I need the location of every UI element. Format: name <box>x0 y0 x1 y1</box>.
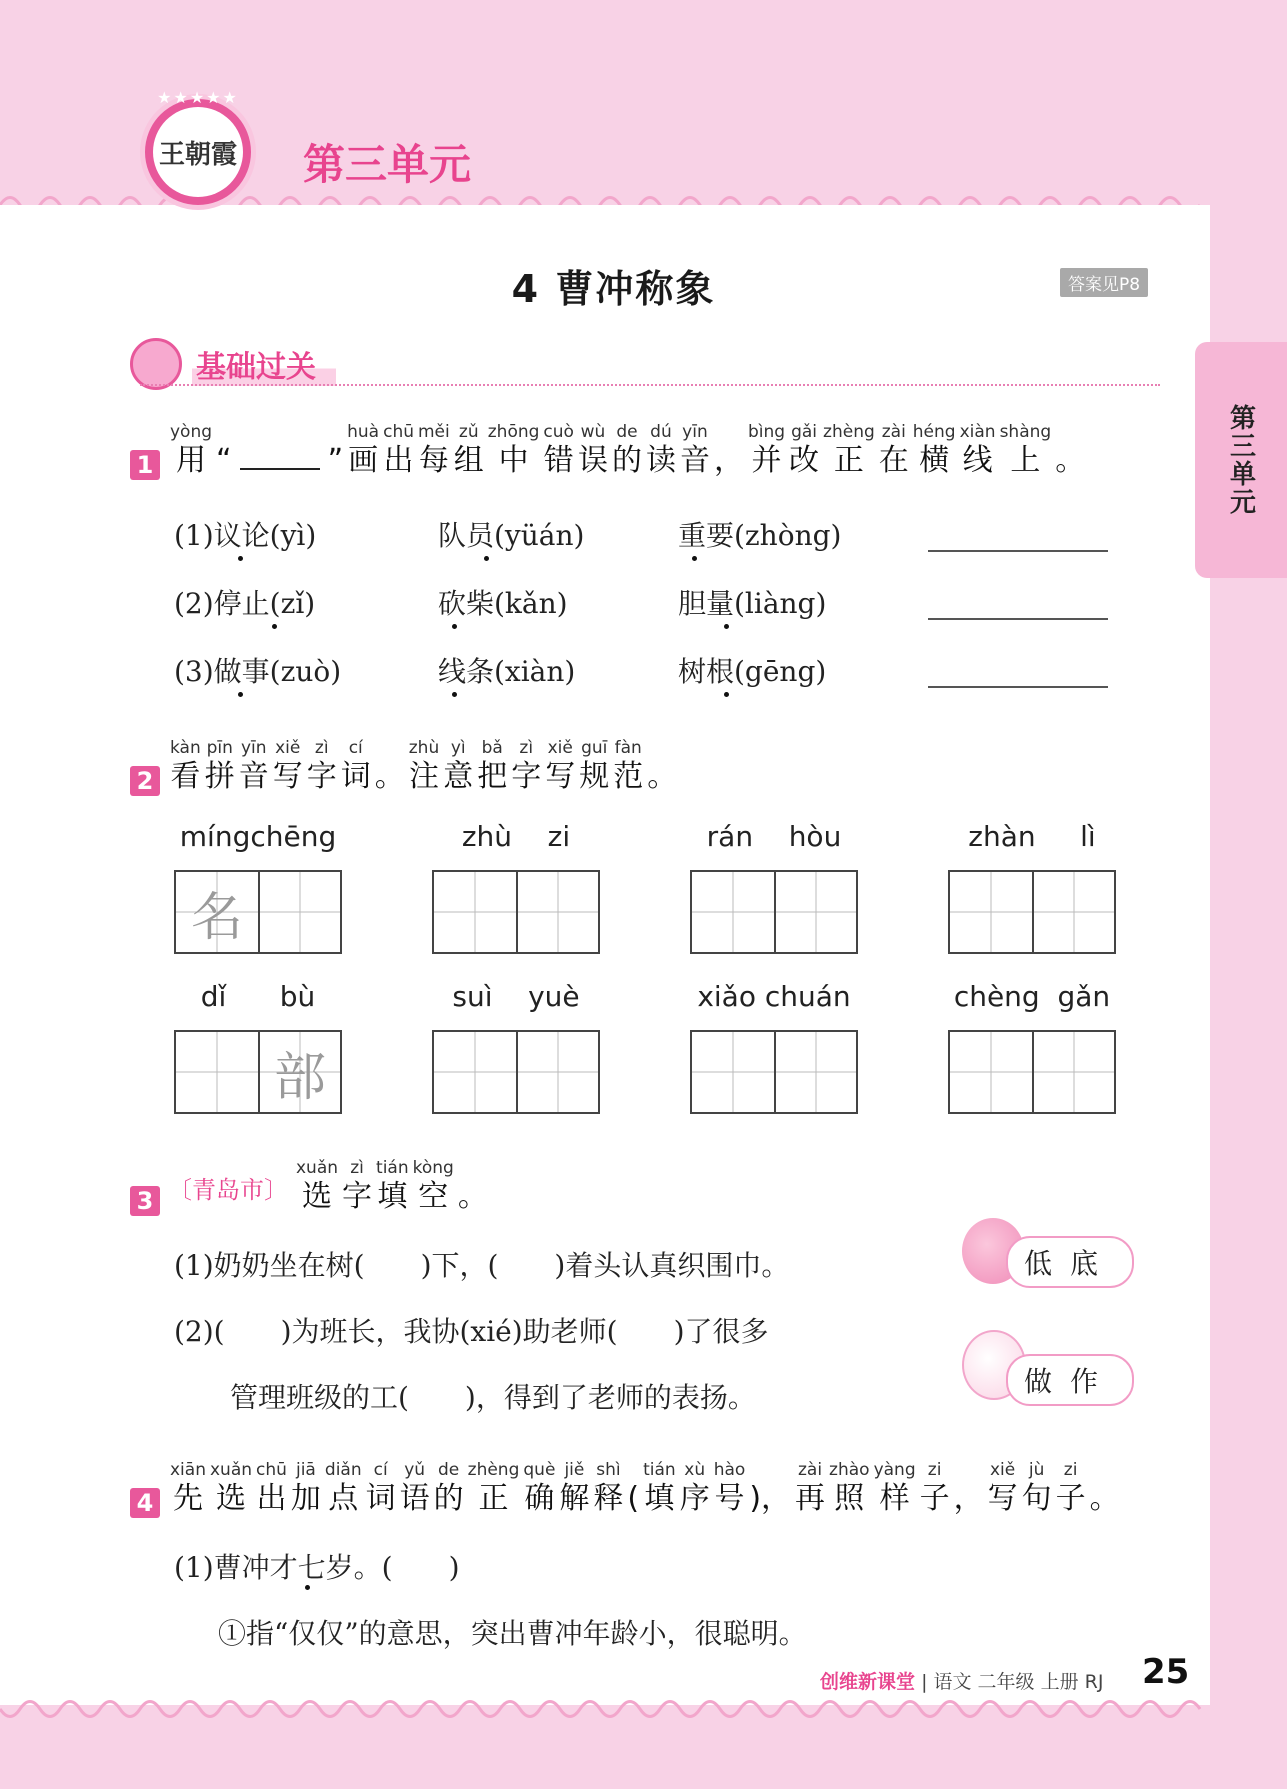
hanzi: 写 <box>987 1481 1018 1516</box>
ruby-char <box>325 1460 362 1518</box>
question-number: 3 <box>130 1186 160 1216</box>
pinyin: zì <box>519 738 534 758</box>
logo-text: 王朝霞 <box>153 107 243 197</box>
grid-cell[interactable] <box>692 1032 774 1112</box>
pinyin: cí <box>348 738 363 758</box>
ruby-char <box>829 1460 870 1518</box>
hanzi: 注 <box>408 759 439 794</box>
ruby-char <box>680 422 710 480</box>
ruby-char <box>823 422 875 480</box>
hanzi: 组 <box>453 443 484 478</box>
pinyin: zài <box>797 1460 823 1480</box>
hanzi: 在 <box>878 443 909 478</box>
hanzi: 横 <box>919 443 950 478</box>
hanzi: 范 <box>613 759 644 794</box>
source-region: 〔青岛市〕 <box>168 1175 288 1204</box>
ruby-char <box>545 738 575 796</box>
pinyin: xuǎn <box>209 1460 253 1480</box>
grid-cell[interactable] <box>950 1032 1032 1112</box>
pinyin: xiě <box>275 738 301 758</box>
pinyin: yīn <box>682 422 708 442</box>
grid-cell[interactable] <box>1032 1032 1114 1112</box>
footer-info <box>820 1667 1103 1694</box>
q1-item: 砍柴(kǎn) <box>438 587 568 620</box>
hanzi: 语 <box>399 1481 430 1516</box>
pinyin: bìng <box>747 422 786 442</box>
underline-sample <box>236 440 324 480</box>
pinyin: kòng <box>412 1158 454 1178</box>
pinyin: zhù <box>408 738 440 758</box>
hanzi: ” <box>327 443 344 478</box>
grid-cell[interactable] <box>774 1032 856 1112</box>
ruby-char <box>749 1460 791 1518</box>
section-header <box>130 338 336 390</box>
grid-cell[interactable] <box>692 872 774 952</box>
hanzi: 音 <box>238 759 269 794</box>
pinyin: zhào <box>829 1460 870 1480</box>
hanzi: )， <box>749 1481 792 1516</box>
hanzi: 用 <box>176 443 207 478</box>
prompt-text <box>168 420 1087 480</box>
prompt-text <box>168 738 679 796</box>
ruby-char <box>879 422 909 480</box>
pinyin: tián <box>376 1158 409 1178</box>
tianzige-grid <box>690 1030 858 1114</box>
hanzi: 号 <box>714 1481 745 1516</box>
answer-line[interactable] <box>928 550 1108 552</box>
grid-cell[interactable] <box>434 1032 516 1112</box>
hanzi: 规 <box>579 759 610 794</box>
ruby-char <box>789 422 819 480</box>
hanzi: 空 <box>418 1179 449 1214</box>
hanzi: 先 <box>172 1481 203 1516</box>
question-3-prompt <box>130 1158 490 1216</box>
ruby-char <box>578 422 608 480</box>
q1-item: (1)议论(yì) <box>174 519 317 552</box>
ruby-char <box>643 1460 676 1518</box>
question-number: 4 <box>130 1488 160 1518</box>
choice-box-2: 做作 <box>1006 1354 1134 1406</box>
tianzige-grid <box>432 1030 600 1114</box>
ruby-char <box>170 1460 206 1518</box>
pinyin: dú <box>650 422 672 442</box>
grid-pinyin: rán hòu <box>706 820 842 853</box>
hanzi: 。 <box>374 759 405 794</box>
emphasis-dot <box>484 556 489 561</box>
hanzi: 点 <box>328 1481 359 1516</box>
hanzi: 每 <box>418 443 449 478</box>
ruby-char <box>296 1158 338 1216</box>
hanzi: 出 <box>256 1481 287 1516</box>
section-label: 基础过关 <box>192 342 336 386</box>
hanzi: 错 <box>543 443 574 478</box>
hanzi: 拼 <box>204 759 235 794</box>
pinyin: hào <box>713 1460 746 1480</box>
q1-item: 线条(xiàn) <box>438 655 576 688</box>
emphasis-dot <box>724 692 729 697</box>
logo-stars-icon: ★★★★★ <box>157 88 239 107</box>
emphasis-dot <box>272 624 277 629</box>
hanzi: 加 <box>290 1481 321 1516</box>
ruby-char <box>647 738 677 796</box>
ruby-char <box>612 422 642 480</box>
hanzi: “ <box>216 443 232 478</box>
pinyin: què <box>523 1460 556 1480</box>
q1-item: (3)做事(zuò) <box>174 655 342 688</box>
hanzi: ， <box>953 1481 984 1516</box>
hanzi: 中 <box>498 443 529 478</box>
hanzi: 上 <box>1010 443 1041 478</box>
grid-cell[interactable] <box>1032 872 1114 952</box>
hanzi: 的 <box>611 443 642 478</box>
pinyin: chū <box>256 1460 287 1480</box>
tianzige-grid <box>174 870 342 954</box>
mascot-icon <box>130 338 182 390</box>
hanzi: 正 <box>833 443 864 478</box>
pinyin: de <box>438 1460 460 1480</box>
ruby-char <box>1090 1460 1120 1518</box>
pinyin: diǎn <box>324 1460 362 1480</box>
hanzi: 线 <box>962 443 993 478</box>
tianzige-grid <box>948 1030 1116 1114</box>
ruby-char <box>511 738 541 796</box>
hanzi: 写 <box>272 759 303 794</box>
grid-pinyin: dǐ bù <box>200 980 316 1013</box>
pinyin: jù <box>1028 1460 1045 1480</box>
ruby-char <box>523 1460 555 1518</box>
pinyin: xiě <box>547 738 573 758</box>
ruby-char <box>714 1460 746 1518</box>
tianzige-grid <box>174 1030 342 1114</box>
pinyin: měi <box>418 422 450 442</box>
ruby-char <box>468 1460 520 1518</box>
footer-book-info: | 语文 二年级 上册 RJ <box>921 1671 1104 1693</box>
ruby-char <box>458 1158 488 1216</box>
ruby-char <box>443 738 473 796</box>
lesson-title: 4 曹冲称象 <box>511 267 716 311</box>
grid-pinyin: xiǎo chuán <box>697 980 851 1013</box>
emphasis-dot <box>724 624 729 629</box>
ruby-char <box>418 422 450 480</box>
hanzi: 词 <box>340 759 371 794</box>
pinyin: huà <box>347 422 380 442</box>
ruby-char <box>375 738 405 796</box>
ruby-char <box>376 1158 409 1216</box>
hanzi: 确 <box>524 1481 555 1516</box>
ruby-char <box>409 738 439 796</box>
hanzi: 词 <box>365 1481 396 1516</box>
pinyin: zhōng <box>487 422 540 442</box>
hanzi: 看 <box>170 759 201 794</box>
ruby-char <box>795 1460 825 1518</box>
emphasis-dot <box>305 1585 310 1590</box>
ruby-char <box>366 1460 396 1518</box>
hanzi: 画 <box>348 443 379 478</box>
ruby-char <box>954 1460 984 1518</box>
grid-pinyin: míngchēng <box>179 820 337 853</box>
publisher-logo <box>140 94 256 210</box>
pinyin: pīn <box>206 738 233 758</box>
ruby-char <box>170 738 201 796</box>
pinyin: yàng <box>873 1460 916 1480</box>
pinyin: shì <box>596 1460 621 1480</box>
pinyin: xiān <box>170 1460 206 1480</box>
pinyin: wù <box>580 422 606 442</box>
hanzi: 改 <box>789 443 820 478</box>
hanzi: 解 <box>559 1481 590 1516</box>
q1-item: (2)停止(zǐ) <box>174 587 316 620</box>
sample-character: 部 <box>273 1047 326 1108</box>
ruby-char <box>988 1460 1018 1518</box>
q4-item-1: (1)曹冲才七岁。( ) <box>174 1551 460 1584</box>
q1-item: 胆量(liàng) <box>678 587 827 620</box>
grid-pinyin: zhù zi <box>461 820 571 853</box>
ruby-char <box>593 1460 623 1518</box>
ruby-char <box>341 738 371 796</box>
prompt-text <box>294 1158 490 1216</box>
tianzige-grid <box>948 870 1116 954</box>
hanzi: 填 <box>644 1481 675 1516</box>
hanzi: 并 <box>751 443 782 478</box>
answer-line[interactable] <box>928 618 1108 620</box>
page-number: 25 <box>1142 1652 1190 1692</box>
pinyin: zǔ <box>458 422 479 442</box>
hanzi: 正 <box>478 1481 509 1516</box>
q4-option-1: ①指“仅仅”的意思，突出曹冲年龄小，很聪明。 <box>218 1617 807 1650</box>
hanzi: 读 <box>645 443 676 478</box>
pinyin: jiě <box>564 1460 585 1480</box>
hanzi: 再 <box>795 1481 826 1516</box>
ruby-char <box>1022 1460 1052 1518</box>
question-1-prompt <box>130 420 1087 480</box>
ruby-char <box>627 1460 639 1518</box>
hanzi: 序 <box>679 1481 710 1516</box>
grid-cell[interactable] <box>950 872 1032 952</box>
pinyin: bǎ <box>481 738 503 758</box>
ruby-char <box>543 422 574 480</box>
emphasis-dot <box>238 692 243 697</box>
pinyin: yì <box>450 738 466 758</box>
question-number: 2 <box>130 766 160 796</box>
pinyin: fàn <box>614 738 642 758</box>
ruby-char <box>454 422 484 480</box>
ruby-char <box>413 1158 454 1216</box>
hanzi: 。 <box>1055 443 1086 478</box>
grid-pinyin: suì yuè <box>452 980 580 1013</box>
ruby-char <box>579 738 609 796</box>
hanzi: 选 <box>216 1481 246 1516</box>
hanzi: 写 <box>545 759 576 794</box>
pinyin: jiā <box>295 1460 316 1480</box>
ruby-char <box>613 738 643 796</box>
hanzi: 选 <box>302 1179 333 1214</box>
hanzi: 音 <box>679 443 710 478</box>
emphasis-dot <box>692 556 697 561</box>
ruby-char <box>913 422 956 480</box>
hanzi: 出 <box>383 443 414 478</box>
prompt-text <box>168 1460 1122 1518</box>
ruby-char <box>680 1460 710 1518</box>
hanzi: 。 <box>457 1179 488 1214</box>
pinyin: yòng <box>170 422 213 442</box>
ruby-char <box>291 1460 321 1518</box>
ruby-char <box>383 422 414 480</box>
emphasis-dot <box>452 692 457 697</box>
side-tab-label: 第三单元 <box>1225 404 1256 516</box>
ruby-char <box>236 420 324 480</box>
hanzi: 字 <box>342 1179 373 1214</box>
tianzige-grid <box>432 870 600 954</box>
pinyin: zhèng <box>467 1460 520 1480</box>
ruby-char <box>559 1460 589 1518</box>
ruby-char <box>347 422 379 480</box>
answer-reference-tag: 答案见P8 <box>1060 268 1148 297</box>
ruby-char <box>210 1460 252 1518</box>
side-unit-tab <box>1195 342 1287 578</box>
pinyin: xuǎn <box>296 1158 339 1178</box>
grid-pinyin: chèng gǎn <box>953 980 1111 1013</box>
hanzi: 字 <box>511 759 542 794</box>
pinyin: xiàn <box>959 422 996 442</box>
pinyin: héng <box>912 422 956 442</box>
ruby-char <box>1000 422 1052 480</box>
ruby-char <box>170 422 212 480</box>
hanzi: 照 <box>834 1481 865 1516</box>
sample-character: 名 <box>190 887 243 948</box>
question-2-prompt <box>130 738 679 796</box>
emphasis-dot <box>452 624 457 629</box>
hanzi: 。 <box>1089 1481 1120 1516</box>
ruby-char <box>216 422 232 480</box>
hanzi: 子 <box>919 1481 950 1516</box>
hanzi: 样 <box>879 1481 910 1516</box>
answer-line[interactable] <box>928 686 1108 688</box>
pinyin: chū <box>383 422 414 442</box>
ruby-char <box>400 1460 430 1518</box>
choice-box-1: 低底 <box>1006 1236 1134 1288</box>
pinyin: cuò <box>543 422 574 442</box>
hanzi: 字 <box>306 759 337 794</box>
hanzi: ( <box>627 1481 640 1516</box>
ruby-char <box>920 1460 950 1518</box>
grid-cell[interactable] <box>516 872 598 952</box>
ruby-char <box>714 422 744 480</box>
hanzi: 子 <box>1055 1481 1086 1516</box>
ruby-char <box>646 422 676 480</box>
pinyin: xiě <box>989 1460 1016 1480</box>
ruby-char <box>874 1460 916 1518</box>
pinyin: gǎi <box>791 422 818 442</box>
hanzi: 句 <box>1021 1481 1052 1516</box>
pinyin: zhèng <box>823 422 875 442</box>
ruby-char <box>1056 1460 1086 1518</box>
grid-cell[interactable] <box>258 1032 340 1112</box>
ruby-char <box>748 422 785 480</box>
grid-cell[interactable] <box>258 872 340 952</box>
hanzi: 的 <box>433 1481 464 1516</box>
pinyin: kàn <box>170 738 201 758</box>
grid-cell[interactable] <box>774 872 856 952</box>
pinyin: guī <box>581 738 608 758</box>
pinyin: yīn <box>240 738 267 758</box>
grid-cell[interactable] <box>516 1032 598 1112</box>
ruby-char <box>477 738 507 796</box>
footer-brand: 创维新课堂 <box>820 1671 916 1693</box>
hanzi: 意 <box>443 759 474 794</box>
ruby-char <box>273 738 303 796</box>
hanzi: 误 <box>577 443 608 478</box>
pinyin: zì <box>314 738 329 758</box>
ruby-char <box>307 738 337 796</box>
grid-pinyin: zhàn lì <box>968 820 1096 853</box>
pinyin: de <box>616 422 638 442</box>
ruby-char <box>488 422 540 480</box>
pinyin: zài <box>881 422 906 442</box>
grid-cell[interactable] <box>176 872 258 952</box>
pinyin: xù <box>684 1460 706 1480</box>
hanzi: 。 <box>647 759 678 794</box>
ruby-char <box>434 1460 464 1518</box>
q1-item: 树根(gēng) <box>678 655 827 688</box>
q3-sentence-2: (2)( )为班长，我协(xié)助老师( )了很多 <box>174 1315 769 1348</box>
hanzi: ， <box>713 443 744 478</box>
hanzi: 填 <box>377 1179 408 1214</box>
ruby-char <box>256 1460 287 1518</box>
ruby-char <box>960 422 996 480</box>
ruby-char <box>328 422 344 480</box>
ruby-char <box>205 738 235 796</box>
pinyin: zi <box>1063 1460 1078 1480</box>
emphasis-dot <box>238 556 243 561</box>
q3-sentence-3: 管理班级的工( )，得到了老师的表扬。 <box>230 1381 756 1414</box>
pinyin: cí <box>373 1460 388 1480</box>
bottom-wave-border <box>0 1694 1287 1724</box>
pinyin: yǔ <box>404 1460 426 1480</box>
question-number: 1 <box>130 450 160 480</box>
q1-item: 重要(zhòng) <box>678 519 842 552</box>
pinyin: shàng <box>999 422 1052 442</box>
pinyin: tián <box>643 1460 676 1480</box>
question-4-prompt <box>130 1460 1122 1518</box>
ruby-char <box>239 738 269 796</box>
grid-cell[interactable] <box>176 1032 258 1112</box>
tianzige-grid <box>690 870 858 954</box>
pinyin: zì <box>350 1158 364 1178</box>
q3-sentence-1: (1)奶奶坐在树( )下，( )着头认真织围巾。 <box>174 1249 790 1282</box>
hanzi: 把 <box>477 759 508 794</box>
grid-cell[interactable] <box>434 872 516 952</box>
hanzi: 释 <box>593 1481 624 1516</box>
ruby-char <box>342 1158 372 1216</box>
unit-title: 第三单元 <box>303 140 472 189</box>
q1-item: 队员(yüán) <box>438 519 585 552</box>
pinyin: zi <box>927 1460 942 1480</box>
ruby-char <box>1055 422 1085 480</box>
section-divider <box>140 384 1160 386</box>
